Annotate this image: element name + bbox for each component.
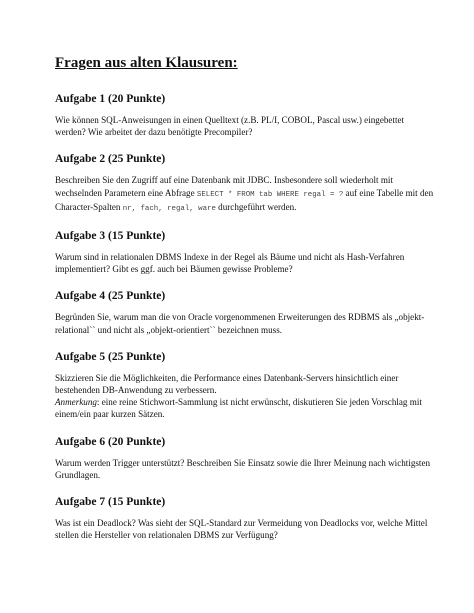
task-text-part: Beschreiben Sie den Zugriff auf eine Datenbank mit JDBC. Insbesondere soll wiederholt mit wechselnden Parametern eine Abfrage: [55, 175, 393, 198]
column-list-code: nr, fach, regal, ware: [122, 204, 216, 213]
task-6: [55, 435, 435, 481]
task-4: [55, 289, 435, 335]
task-heading: Aufgabe 5 (25 Punkte): [55, 350, 166, 363]
task-text: [55, 372, 435, 421]
task-text-part: durchgeführt werden.: [215, 201, 297, 212]
note-text: : eine reine Stichwort-Sammlung ist nicht erwünscht, diskutieren Sie jeden Vorschlag mit einem/ein paar kurzen Sätzen.: [55, 397, 422, 420]
task-5: [55, 350, 435, 421]
task-text: Warum sind in relationalen DBMS Indexe in der Regel als Bäume und nicht als Hash-Verfahren implementiert? Gibt es ggf. auch bei Bäumen gewisse Probleme?: [55, 252, 405, 275]
task-text-part: auf eine Tabelle mit den Character-Spalten: [55, 187, 434, 212]
task-text: Begründen Sie, warum man die von Oracle vorgenommenen Erweiterungen des RDBMS als „objekt-relational`` und nicht als „objekt-orientiert`` bezeichnen muss.: [55, 312, 425, 335]
task-text-part: Skizzieren Sie die Möglichkeiten, die Performance eines Datenbank-Servers hinsichtlich einer bestehenden DB-Anwendung zu verbessern.: [55, 372, 399, 396]
task-7: [55, 495, 435, 541]
task-3: [55, 229, 435, 275]
task-text: [55, 174, 435, 215]
task-text: Wie können SQL-Anweisungen in einen Quelltext (z.B. PL/I, COBOL, Pascal usw.) eingebettet werden? Wie arbeitet der dazu benötigte Precompiler?: [55, 115, 405, 138]
document-title: Fragen aus alten Klausuren:: [55, 55, 238, 71]
task-2: [55, 152, 435, 215]
task-heading: Aufgabe 7 (15 Punkte): [55, 496, 166, 509]
note-label: Anmerkung: [55, 397, 97, 408]
task-text: Warum werden Trigger unterstützt? Beschreiben Sie Einsatz sowie die Ihrer Meinung nach wichtigsten Grundlagen.: [55, 457, 431, 480]
sql-query-code: SELECT * FROM tab WHERE regal = ?: [196, 190, 344, 199]
task-heading: Aufgabe 3 (15 Punkte): [55, 230, 166, 243]
task-heading: Aufgabe 1 (20 Punkte): [55, 93, 166, 105]
task-1: [55, 92, 435, 138]
task-heading: Aufgabe 6 (20 Punkte): [55, 435, 166, 448]
task-heading: Aufgabe 2 (25 Punkte): [55, 153, 166, 166]
task-text: Was ist ein Deadlock? Was sieht der SQL-Standard zur Vermeidung von Deadlocks vor, welche Mittel stellen die Hersteller von relationalen DBMS zur Verfügung?: [55, 518, 428, 541]
task-heading: Aufgabe 4 (25 Punkte): [55, 290, 166, 303]
document-page: [55, 54, 435, 555]
